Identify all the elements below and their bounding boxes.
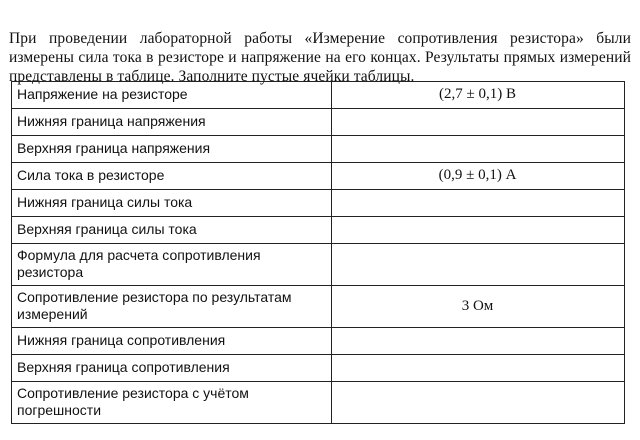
row-value-voltage-upper[interactable] — [332, 136, 625, 163]
row-value-resistance-upper[interactable] — [332, 355, 625, 382]
row-value-resistance-measured: 3 Ом — [332, 286, 625, 328]
row-label-resistance-lower: Нижняя граница сопротивления — [12, 328, 332, 355]
table-row — [12, 217, 625, 244]
row-value-resistance-formula[interactable] — [332, 244, 625, 286]
row-label-resistance-formula: Формула для расчета сопротивления резистора — [12, 244, 332, 286]
row-value-current-lower[interactable] — [332, 190, 625, 217]
row-value-current: (0,9 ± 0,1) А — [332, 163, 625, 190]
table-row — [12, 355, 625, 382]
row-label-voltage-upper: Верхняя граница напряжения — [12, 136, 332, 163]
row-value-resistance-lower[interactable] — [332, 328, 625, 355]
table-row — [12, 82, 625, 109]
row-label-current: Сила тока в резисторе — [12, 163, 332, 190]
table-row — [12, 382, 625, 424]
row-label-voltage: Напряжение на резисторе — [12, 82, 332, 109]
row-label-current-upper: Верхняя граница силы тока — [12, 217, 332, 244]
row-label-resistance-with-error: Сопротивление резистора с учётом погрешности — [12, 382, 332, 424]
row-label-voltage-lower: Нижняя граница напряжения — [12, 109, 332, 136]
row-label-current-lower: Нижняя граница силы тока — [12, 190, 332, 217]
row-value-voltage: (2,7 ± 0,1) В — [332, 82, 625, 109]
task-text: При проведении лабораторной работы «Измерение сопротивления резистора» были измерены сила тока в резисторе и напряжение на его концах. Результаты прямых измерений представлены в таблице. Заполните пустые ячейки таблицы. — [9, 29, 631, 85]
table-row — [12, 244, 625, 286]
row-label-resistance-measured: Сопротивление резистора по результатам измерений — [12, 286, 332, 328]
table-row — [12, 286, 625, 328]
results-table — [11, 81, 625, 424]
table-row — [12, 190, 625, 217]
row-value-resistance-with-error[interactable] — [332, 382, 625, 424]
table-row — [12, 163, 625, 190]
row-label-resistance-upper: Верхняя граница сопротивления — [12, 355, 332, 382]
table-row — [12, 136, 625, 163]
table-row — [12, 328, 625, 355]
row-value-voltage-lower[interactable] — [332, 109, 625, 136]
row-value-current-upper[interactable] — [332, 217, 625, 244]
table-row — [12, 109, 625, 136]
